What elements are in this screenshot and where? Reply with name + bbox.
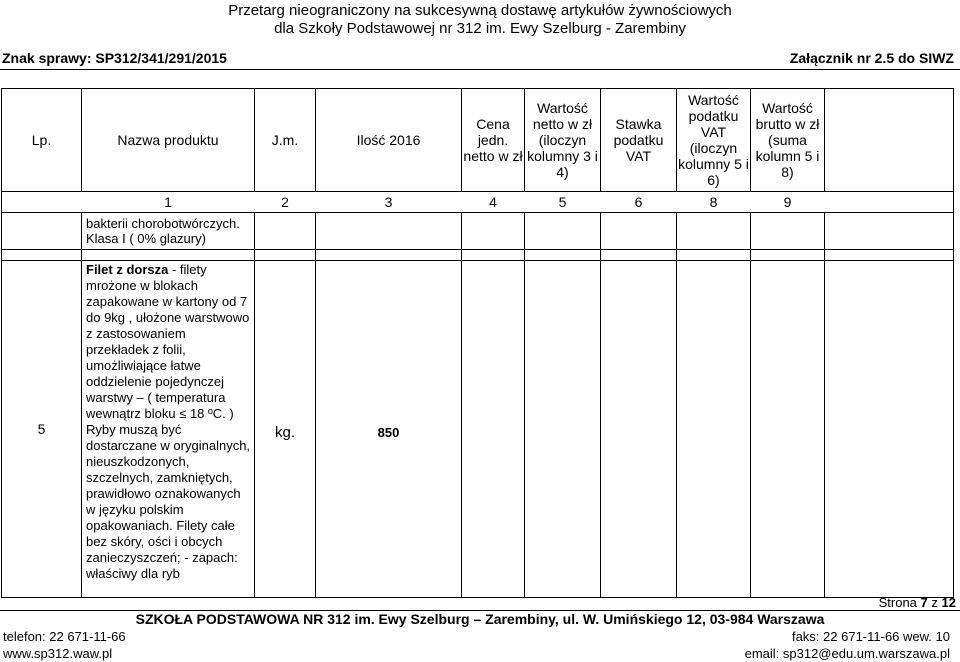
column-number: 3 (316, 192, 462, 213)
column-number: 2 (255, 192, 316, 213)
col-header-gross-value: Wartość brutto w zł (suma kolumn 5 i 8) (751, 89, 825, 192)
item-qty: 850 (316, 261, 462, 598)
price-table (1, 88, 954, 598)
page-total: 12 (941, 595, 956, 610)
cell (751, 213, 825, 250)
school-address: SZKOŁA PODSTAWOWA NR 312 im. Ewy Szelburg – Zarembiny, ul. W. Umińskiego 12, 03-984 Warszawa (135, 611, 825, 627)
gap-cell (2, 250, 82, 261)
column-number: 1 (82, 192, 255, 213)
cell (2, 213, 82, 250)
email: email: sp312@edu.um.warszawa.pl (744, 646, 950, 661)
col-header-vat-rate: Stawka podatku VAT (601, 89, 677, 192)
item-description (82, 261, 255, 598)
table-row (2, 261, 954, 598)
cell (316, 213, 462, 250)
cell (677, 213, 751, 250)
gap-cell (825, 250, 954, 261)
column-number-spacer (825, 192, 954, 213)
cell (601, 213, 677, 250)
fax: faks: 22 671-11-66 wew. 10 (791, 629, 950, 644)
phone: telefon: 22 671-11-66 (3, 629, 126, 644)
item-lp: 5 (2, 261, 82, 598)
page-break-gap (2, 250, 954, 261)
column-number-row (2, 192, 954, 213)
item-gross-value (751, 261, 825, 598)
table-header-row (2, 89, 954, 192)
gap-cell (255, 250, 316, 261)
item-unit-price (462, 261, 525, 598)
cell (462, 213, 525, 250)
col-header-net-value: Wartość netto w zł (iloczyn kolumny 3 i 4) (525, 89, 601, 192)
case-number: Znak sprawy: SP312/341/291/2015 (2, 50, 227, 66)
gap-cell (677, 250, 751, 261)
column-number: 4 (462, 192, 525, 213)
gap-cell (525, 250, 601, 261)
col-header-lp: Lp. (2, 89, 82, 192)
item-blank (825, 261, 954, 598)
continuation-text: bakterii chorobotwórczych. Klasa I ( 0% glazury) (82, 213, 255, 250)
continuation-row (2, 213, 954, 250)
item-name-rest: - filety mrożone w blokach zapakowane w kartony od 7 do 9kg , ułożone warstwowo z zastosowaniem przekładek z folii, umożliwiające łatwe oddzielenie pojedynczej warstwy – ( temperatura wewnątrz bloku ≤ 18 ºC. ) Ryby muszą być dostarczane w oryginalnych, nieuszkodzonych, szczelnych, zamkniętych, prawidłowo oznakowanych w języku polskim opakowaniach. Filety całe bez skóry, ości i obcych zanieczyszczeń; - zapach: właściwy dla ryb (86, 262, 251, 581)
page-label: Strona (878, 595, 917, 610)
col-header-vat-value: Wartość podatku VAT (iloczyn kolumny 5 i 6) (677, 89, 751, 192)
col-header-unit-price: Cena jedn. netto w zł (462, 89, 525, 192)
tender-title-line2: dla Szkoły Podstawowej nr 312 im. Ewy Szelburg - Zarembiny (274, 20, 686, 37)
column-number: 6 (601, 192, 677, 213)
column-number-spacer (2, 192, 82, 213)
website: www.sp312.waw.pl (3, 646, 113, 661)
col-header-name: Nazwa produktu (82, 89, 255, 192)
page-of: z (931, 595, 938, 610)
col-header-qty: Ilość 2016 (316, 89, 462, 192)
col-header-unit: J.m. (255, 89, 316, 192)
column-number: 9 (751, 192, 825, 213)
item-vat-rate (601, 261, 677, 598)
gap-cell (82, 250, 255, 261)
gap-cell (751, 250, 825, 261)
header-divider (0, 69, 960, 70)
gap-cell (462, 250, 525, 261)
gap-cell (601, 250, 677, 261)
column-number: 8 (677, 192, 751, 213)
column-number: 5 (525, 192, 601, 213)
cell (255, 213, 316, 250)
item-name-bold: Filet z dorsza (86, 262, 169, 277)
page-number (879, 595, 956, 610)
cell (825, 213, 954, 250)
gap-cell (316, 250, 462, 261)
item-unit: kg. (255, 261, 316, 598)
col-header-blank (825, 89, 954, 192)
attachment-label: Załącznik nr 2.5 do SIWZ (789, 50, 954, 66)
page-current: 7 (920, 595, 928, 610)
item-net-value (525, 261, 601, 598)
cell (525, 213, 601, 250)
tender-title-line1: Przetarg nieograniczony na sukcesywną dostawę artykułów żywnościowych (228, 2, 732, 19)
item-vat-value (677, 261, 751, 598)
